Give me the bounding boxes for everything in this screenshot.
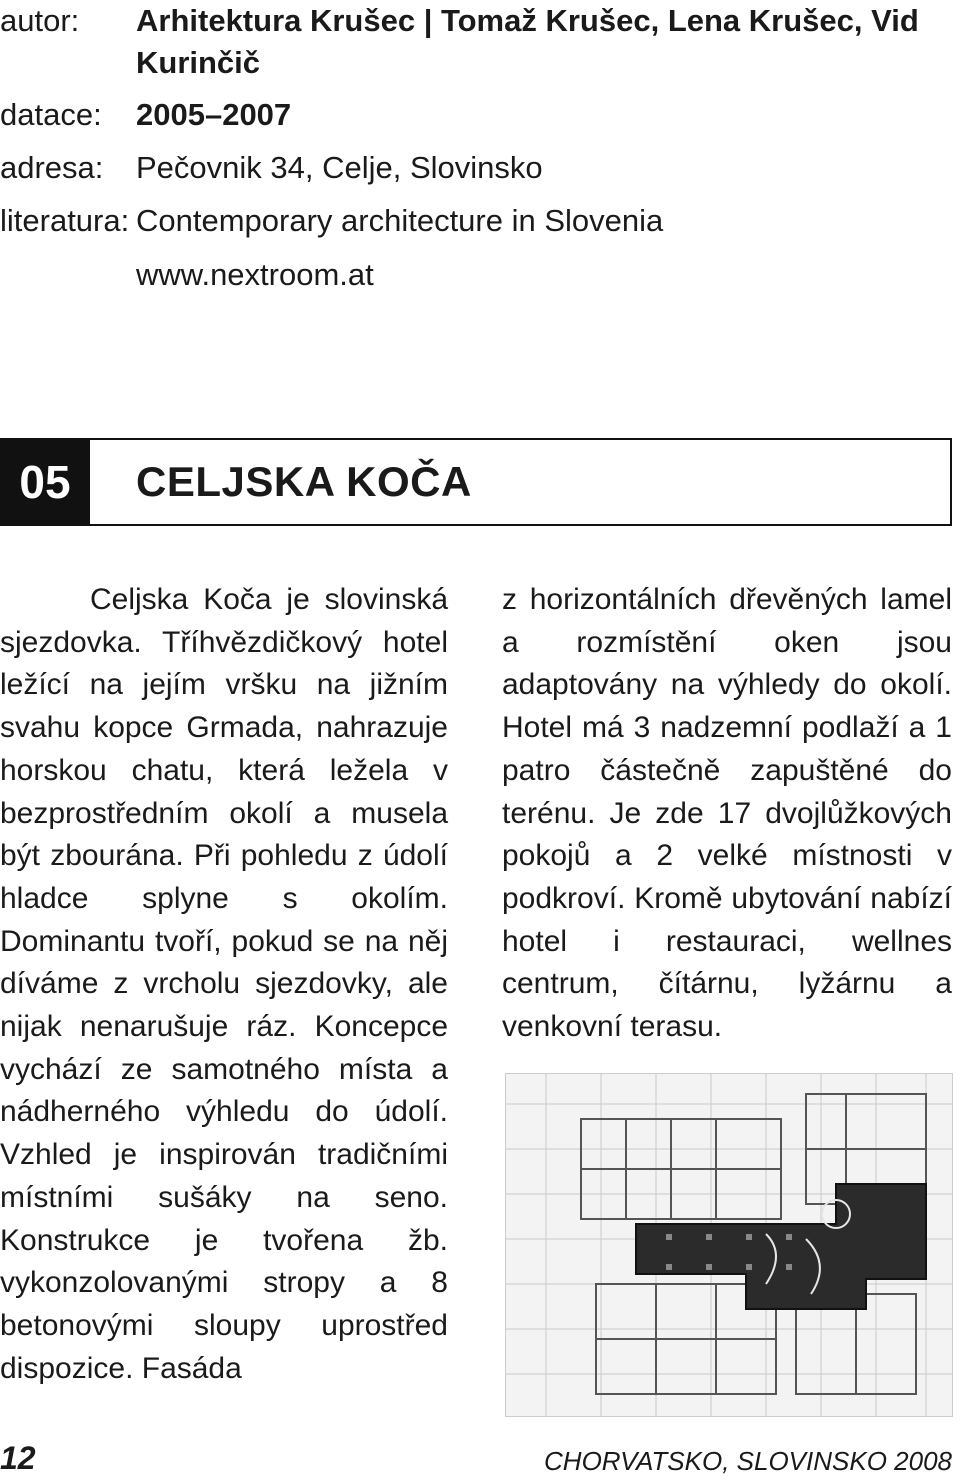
date-label: datace:: [0, 97, 102, 132]
address-label: adresa:: [0, 150, 104, 185]
section-title: CELJSKA KOČA: [136, 458, 472, 505]
section-number: 05: [0, 438, 90, 526]
section-header: [0, 438, 952, 526]
body-text-right-column: z horizontálních dřevěných lamel a rozmístění oken jsou adaptovány na výhledy do okolí. Hotel má 3 nadzemní podlaží a 1 patro částečně zapuštěné do terénu. Je zde 17 dvojlůžkových pokojů a 2 velké místnosti v podkroví. Kromě ubytování nabízí hotel i restauraci, wellnes centrum, čítárnu, lyžárnu a venkovní terasu.: [502, 583, 952, 1044]
floor-plan-drawing: [506, 1074, 952, 1416]
literature-link[interactable]: www.nextroom.at: [136, 257, 374, 292]
page-number: 12: [0, 1440, 36, 1476]
author-value: Arhitektura Krušec | Tomaž Krušec, Lena Krušec, Vid Kurinčič: [136, 3, 919, 80]
address-value: Pečovnik 34, Celje, Slovinsko: [136, 150, 543, 185]
date-value: 2005–2007: [136, 97, 292, 132]
floor-plan-image: [505, 1073, 953, 1417]
literature-label: literatura:: [0, 203, 130, 238]
literature-value: Contemporary architecture in Slovenia: [136, 203, 664, 238]
author-label: autor:: [0, 3, 80, 38]
body-text-left-column: Celjska Koča je slovinská sjezdovka. Tříhvězdičkový hotel ležící na jejím vršku na jižním svahu kopce Grmada, nahrazuje horskou chatu, která ležela v bezprostředním okolí a musela být zbourána. Při pohledu z údolí hladce splyne s okolím. Dominantu tvoří, pokud se na něj díváme z vrcholu sjezdovky, ale nijak nenarušuje ráz. Koncepce vychází ze samotného místa a nádherného výhledu do údolí. Vzhled je inspirován tradičními místními sušáky na seno. Konstrukce je tvořena žb. vykonzolovanými stropy a 8 betonovými sloupy uprostřed dispozice. Fasáda: [0, 583, 448, 1385]
running-footer-title: CHORVATSKO, SLOVINSKO 2008: [544, 1446, 952, 1476]
